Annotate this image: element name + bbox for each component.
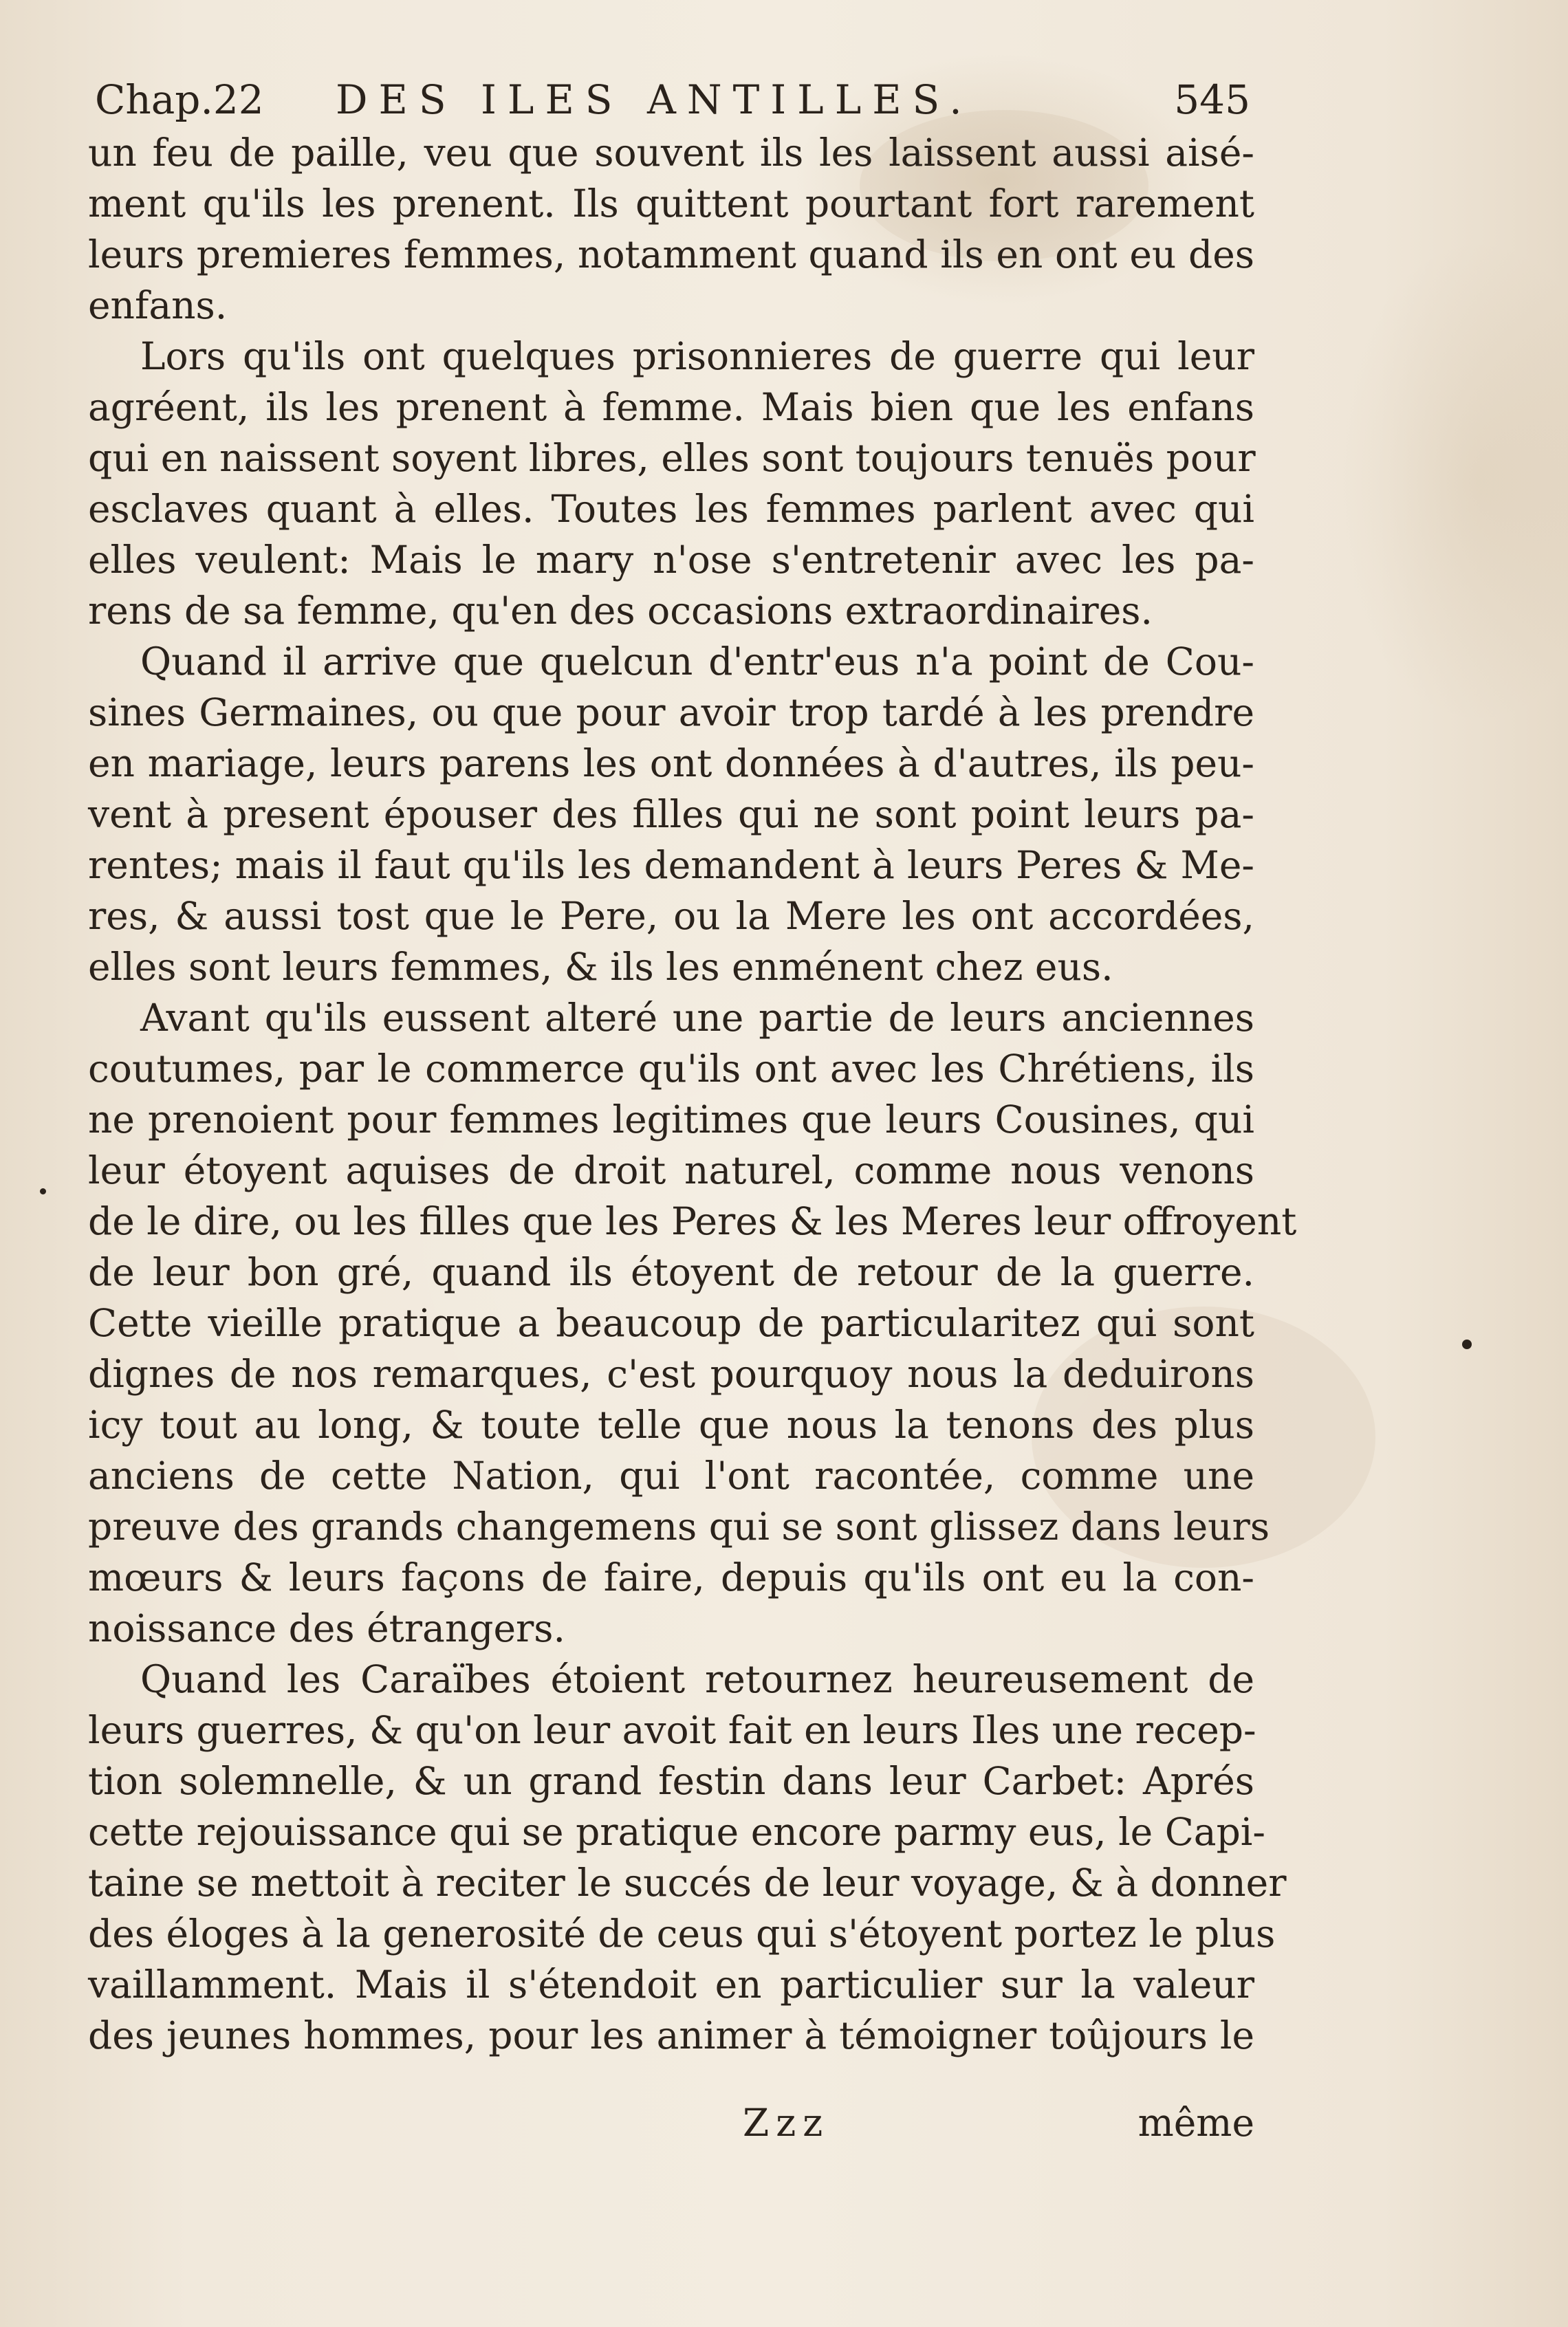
text-line: en mariage, leurs parens les ont données à d'autres, ils peu- [88,741,1254,785]
chapter-label: Chap.22 [95,76,264,123]
text-line: des éloges à la generosité de ceus qui s'étoyent portez le plus [88,1912,1276,1956]
text-line: coutumes, par le commerce qu'ils ont avec les Chrétiens, ils [88,1047,1254,1091]
text-line: rentes; mais il faut qu'ils les demandent à leurs Peres & Me- [88,843,1254,887]
ink-speck [1462,1340,1472,1349]
text-line: ment qu'ils les prenent. Ils quittent pourtant fort rarement [88,182,1254,226]
text-line: de le dire, ou les filles que les Peres & les Meres leur offroyent [88,1199,1297,1243]
text-line: tion solemnelle, & un grand festin dans leur Carbet: Aprés [88,1759,1254,1803]
text-line: Lors qu'ils ont quelques prisonnieres de guerre qui leur [140,334,1254,378]
text-line: Quand il arrive que quelcun d'entr'eus n'a point de Cou- [140,640,1254,684]
text-line: esclaves quant à elles. Toutes les femmes parlent avec qui [88,487,1254,531]
text-line: sines Germaines, ou que pour avoir trop tardé à les prendre [88,690,1254,734]
text-line: elles sont leurs femmes, & ils les enménent chez eus. [88,945,1113,989]
text-line: leurs premieres femmes, notamment quand ils en ont eu des [88,232,1254,276]
text-line: icy tout au long, & toute telle que nous la tenons des plus [88,1403,1254,1447]
text-line: dignes de nos remarques, c'est pourquoy nous la deduirons [88,1352,1254,1396]
signature-mark: Zzz [743,2101,830,2145]
text-line: res, & aussi tost que le Pere, ou la Mere les ont accordées, [88,894,1254,938]
running-title: DES ILES ANTILLES. [336,76,973,123]
text-line: un feu de paille, veu que souvent ils les laissent aussi aisé- [88,131,1254,175]
text-line: agréent, ils les prenent à femme. Mais bien que les enfans [88,385,1254,429]
text-line: Cette vieille pratique a beaucoup de particularitez qui sont [88,1301,1254,1345]
catchword: même [1137,2101,1254,2145]
page-body [88,127,1297,2061]
text-line: mœurs & leurs façons de faire, depuis qu'ils ont eu la con- [88,1555,1254,1599]
text-line: cette rejouissance qui se pratique encore parmy eus, le Capi- [88,1810,1265,1854]
page-footer [88,2095,1254,2150]
page-number: 545 [1174,76,1250,123]
text-line: vaillamment. Mais il s'étendoit en particulier sur la valeur [88,1963,1254,2007]
text-line: noissance des étrangers. [88,1606,565,1650]
running-header [95,72,1250,127]
text-line: ne prenoient pour femmes legitimes que leurs Cousines, qui [88,1097,1254,1141]
text-line: preuve des grands changemens qui se sont glissez dans leurs [88,1505,1270,1549]
text-line: rens de sa femme, qu'en des occasions extraordinaires. [88,589,1153,633]
text-line: Avant qu'ils eussent alteré une partie de leurs anciennes [140,996,1254,1040]
text-line: taine se mettoit à reciter le succés de leur voyage, & à donner [88,1861,1287,1905]
text-line: de leur bon gré, quand ils étoyent de retour de la guerre. [88,1250,1254,1294]
text-line: elles veulent: Mais le mary n'ose s'entretenir avec les pa- [88,538,1254,582]
text-line: des jeunes hommes, pour les animer à témoigner toûjours le [88,2013,1254,2057]
text-line: leur étoyent aquises de droit naturel, comme nous venons [88,1148,1254,1192]
ink-speck [40,1188,46,1194]
text-line: leurs guerres, & qu'on leur avoit fait en leurs Iles une recep- [88,1708,1256,1752]
text-line: enfans. [88,283,228,327]
text-line: anciens de cette Nation, qui l'ont racontée, comme une [88,1454,1254,1498]
text-line: qui en naissent soyent libres, elles sont toujours tenuës pour [88,436,1256,480]
text-line: Quand les Caraïbes étoient retournez heureusement de [140,1657,1254,1701]
text-line: vent à present épouser des filles qui ne sont point leurs pa- [88,792,1254,836]
